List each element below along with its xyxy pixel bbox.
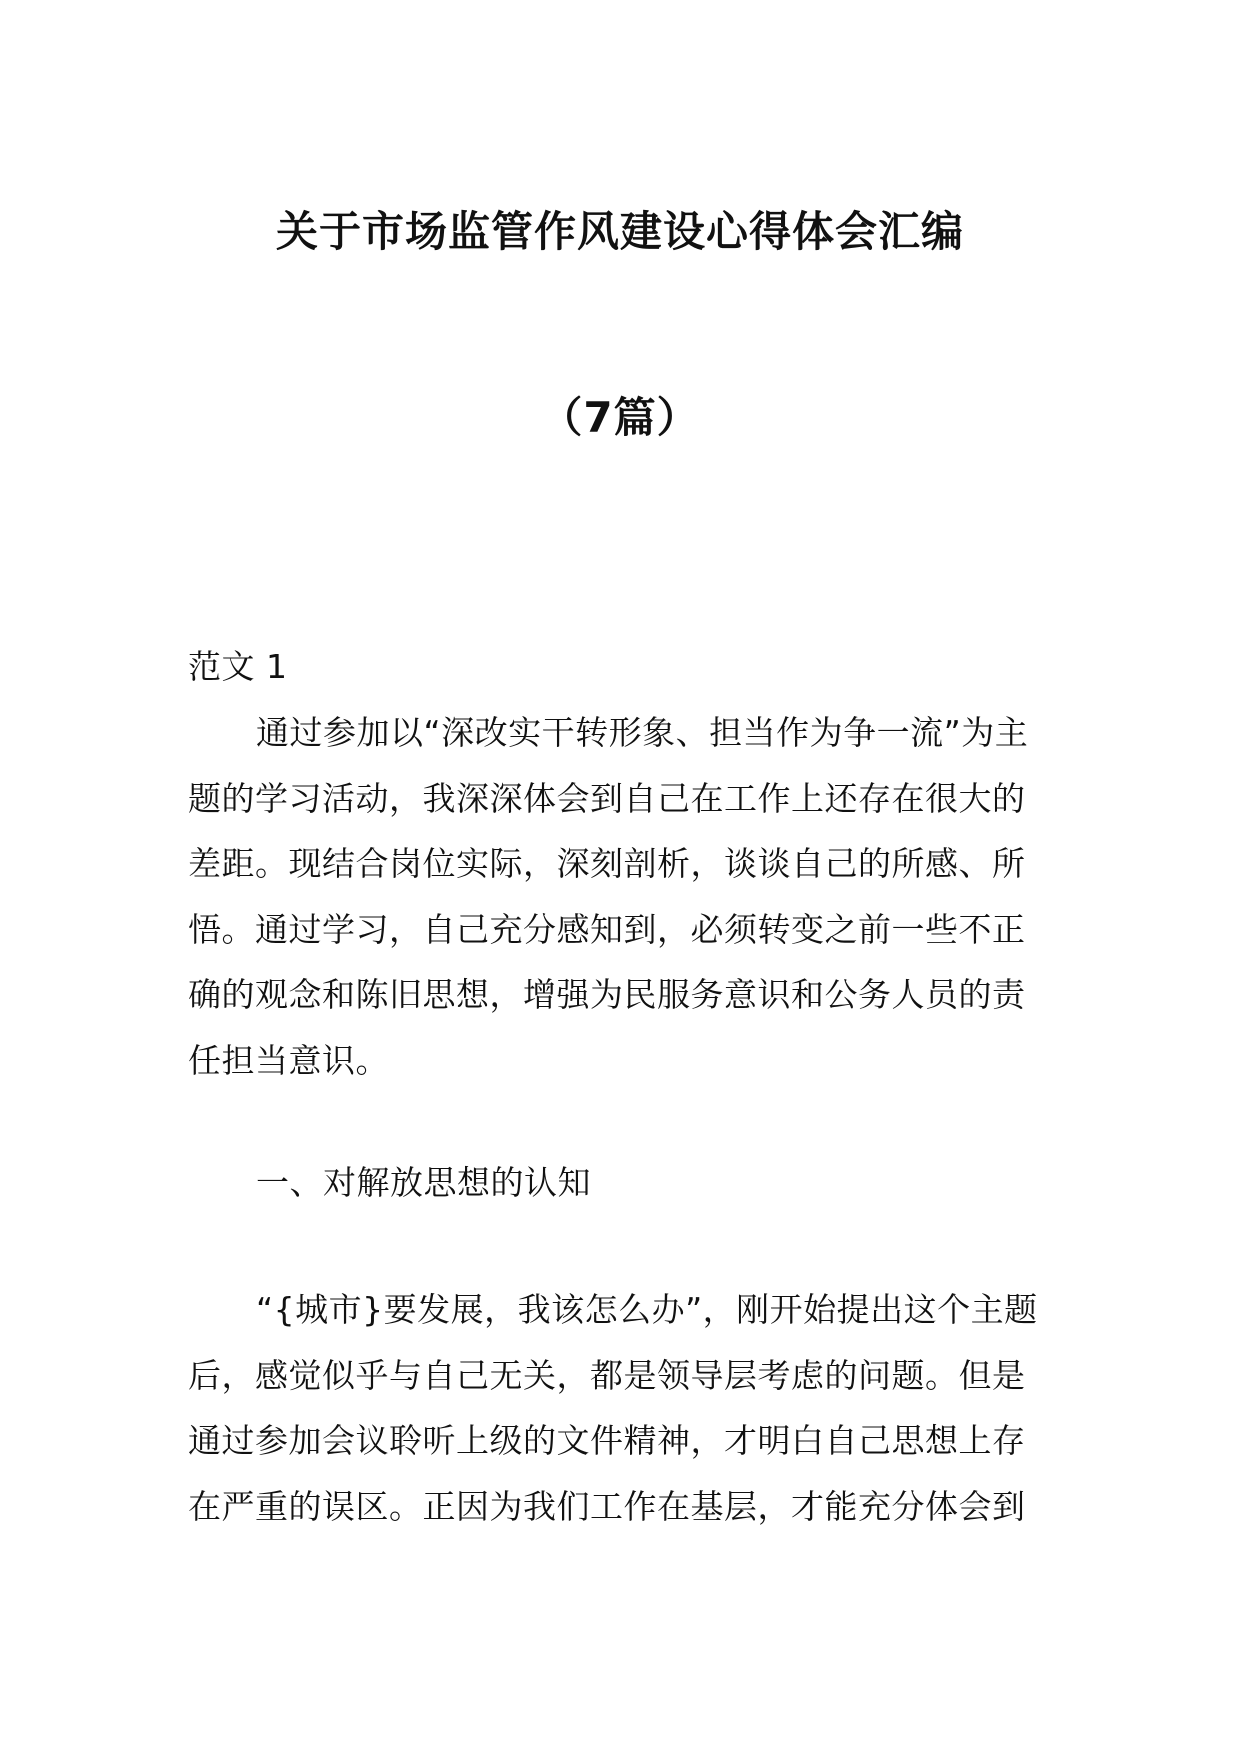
sample-label: 范文 1 (188, 647, 288, 686)
document-title: 关于市场监管作风建设心得体会汇编 (275, 207, 964, 256)
section-heading-1: 一、对解放思想的认知 (256, 1163, 591, 1202)
document-subtitle: （7篇） (540, 393, 700, 442)
paragraph-2: “{城市}要发展，我该怎么办”，刚开始提出这个主题后，感觉似乎与自己无关，都是领导层考虑的问题。但是通过参加会议聆听上级的文件精神，才明白自己思想上存在严重的误区。正因为我们工作在基层，才能充分体会到 (188, 1290, 1038, 1526)
paragraph-1: 通过参加以“深改实干转形象、担当作为争一流”为主题的学习活动，我深深体会到自己在工作上还存在很大的差距。现结合岗位实际，深刻剖析，谈谈自己的所感、所悟。通过学习，自己充分感知到，必须转变之前一些不正确的观念和陈旧思想，增强为民服务意识和公务人员的责任担当意识。 (188, 713, 1029, 1080)
